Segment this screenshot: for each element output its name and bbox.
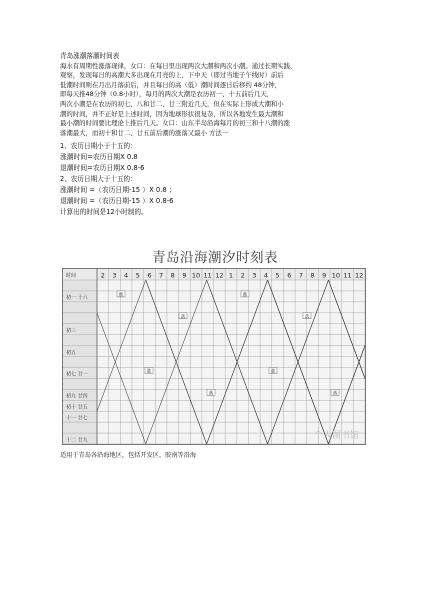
hour-tick-label: 12 <box>215 271 224 280</box>
case1-heading: 1、农历日期小于十五的： <box>60 142 137 151</box>
tide-chart-svg <box>63 269 365 444</box>
tide-mark-label: 涨 <box>146 369 152 375</box>
tide-mark-label: 涨 <box>118 292 124 298</box>
tide-line <box>63 280 365 444</box>
corner-label: 时间 <box>66 273 77 279</box>
caption: 适用于青岛各沿海地区，包括开发区，胶南等沿海 <box>60 452 197 459</box>
doc-title: 青岛涨潮落潮时间表 <box>60 52 120 60</box>
hour-tick-label: 1 <box>228 271 234 280</box>
watermark-text: 个人图书馆 <box>313 431 359 441</box>
hour-tick-label: 12 <box>355 271 364 280</box>
paragraph-line: 低潮时间则在月出月落前后，并且每日的高（低）潮时间逐日后移约 48分钟， <box>60 80 282 89</box>
hour-tick-label: 5 <box>135 271 140 280</box>
row-label: 初七 廿一 <box>66 371 88 378</box>
hour-tick-label: 2 <box>100 271 105 280</box>
tide-mark-label: 落 <box>304 314 310 320</box>
hour-tick-label: 4 <box>124 271 129 280</box>
twelve-hour-note: 计算出的时间是12小时制的。 <box>60 208 148 217</box>
hour-tick-label: 9 <box>182 271 187 280</box>
tide-chart <box>62 268 366 445</box>
tide-mark-label: 落 <box>332 391 338 397</box>
hour-tick-label: 6 <box>287 271 292 280</box>
row-label: 初三 <box>66 327 77 334</box>
row-label: 初一 十六 <box>66 295 88 302</box>
row-label: 初九 廿四 <box>66 393 88 400</box>
chart-title: 青岛沿海潮汐时刻表 <box>152 250 278 266</box>
hour-tick-label: 2 <box>240 271 245 280</box>
tide-mark-label: 落 <box>180 314 186 320</box>
paragraph-line: 两次小潮是在农历的初七、八和廿二、廿三附近几天，但在实际上形成大潮和小 <box>60 99 284 108</box>
hour-tick-label: 11 <box>343 271 352 280</box>
tide-document <box>60 52 370 218</box>
case2-heading: 2、农历日期大于十五的： <box>60 175 137 184</box>
paragraph-line: 潮的时间，并不正好是上述时间，因为地球形状很复杂，所以各地发生最大潮和 <box>60 109 284 118</box>
hour-tick-label: 3 <box>252 271 257 280</box>
hour-tick-label: 11 <box>203 271 212 280</box>
paragraph-line: 即每天推48分钟（0.8小时），每月的两次大潮是农历初一、十五前后几天， <box>60 90 274 99</box>
hour-tick-label: 5 <box>275 271 280 280</box>
hour-tick-label: 6 <box>147 271 152 280</box>
case1-low-tide-formula: 退潮时间=农历日期X 0.8-6 <box>60 164 145 173</box>
hour-tick-label: 4 <box>263 271 269 280</box>
case1-high-tide-formula: 涨潮时间=农历日期X 0.8 <box>60 153 138 162</box>
header-band <box>63 269 365 280</box>
case2-low-tide-formula: 退潮时间 =（农历日期-15 ）X 0.8-6 <box>60 197 174 206</box>
tide-mark-label: 涨 <box>242 292 248 298</box>
hour-tick-label: 3 <box>112 271 117 280</box>
case2-high-tide-formula: 涨潮时间 =（农历日期-15 ）X 0.8 ； <box>60 186 176 195</box>
hour-tick-label: 8 <box>170 271 175 280</box>
row-label: 十一 廿七 <box>66 415 88 422</box>
tide-mark-label: 落 <box>208 391 214 397</box>
paragraph-line: 最小潮的时间要比理论上推后几天。女口：山东半岛沿海每月的初三和十八潮的涨 <box>60 119 291 128</box>
paragraph-line: 落潮最大，而初十和廿二、廿五前后潮的涨落又最小 方法一 <box>60 128 229 137</box>
tide-line <box>328 280 365 444</box>
row-label: 十二 廿九 <box>66 437 88 444</box>
tide-line <box>268 280 365 444</box>
hour-tick-label: 10 <box>191 271 201 280</box>
paragraph-line: 海水有周期性涨落现律，女口：在每日里出现两次大潮和两次小潮。通过长期实践， <box>60 61 297 70</box>
hour-tick-label: 9 <box>322 271 327 280</box>
row-label: 初十 廿五 <box>66 404 88 411</box>
hour-tick-label: 7 <box>298 271 303 280</box>
tide-mark-label: 涨 <box>270 369 276 375</box>
tide-line <box>85 280 365 444</box>
hour-tick-label: 10 <box>331 271 341 280</box>
tide-line <box>207 280 365 444</box>
row-label: 初五 <box>66 349 77 356</box>
hour-tick-label: 7 <box>159 271 164 280</box>
hour-tick-label: 8 <box>310 271 315 280</box>
paragraph-line: 观察，发现每日的高潮大多出现在月亮的上、下中天（即过当地子午线时）前后 <box>60 71 284 80</box>
